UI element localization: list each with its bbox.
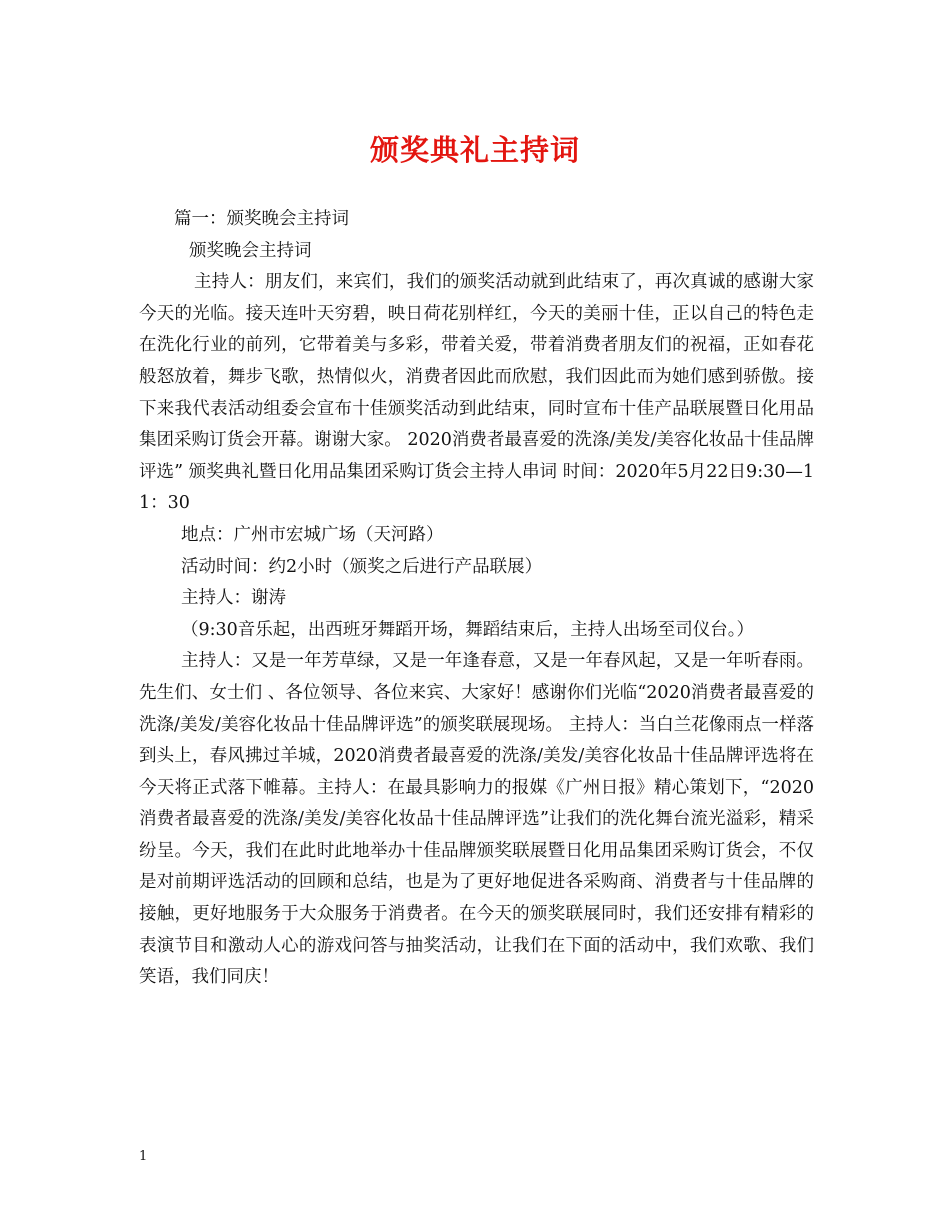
stage-direction: （9:30音乐起，出西班牙舞蹈开场，舞蹈结束后，主持人出场至司仪台。） (181, 619, 755, 640)
section-heading: 篇一：颁奖晚会主持词 (174, 209, 349, 229)
subheading: 颁奖晚会主持词 (189, 240, 312, 261)
location-line: 地点：广州市宏城广场（天河路） (181, 524, 444, 545)
page-number: 1 (139, 1149, 148, 1164)
body-paragraph: 主持人：朋友们，来宾们，我们的颁奖活动就到此结束了，再次真诚的感谢大家今天的光临。接天连叶天穷碧，映日荷花别样红，今天的美丽十佳，正以自己的特色走在洗化行业的前列，它带着美与多彩，带着关爱，带着消费者朋友们的祝福，正如春花般怒放着，舞步飞歌，热情似火，消费者因此而欣慰，我们因此而为她们感到骄傲。接下来我代表活动组委会宣布十佳颁奖活动到此结束，同时宣布十佳产品联展暨日化用品集团采购订货会开幕。谢谢大家。 2020消费者最喜爱的洗涤/美发/美容化妆品十佳品牌评选” 颁奖典礼暨日化用品集团采购订货会主持人串词 时间：2020年5月22日9:30—11：30 (139, 272, 814, 514)
host-line: 主持人：谢涛 (181, 588, 286, 609)
body-paragraph: 主持人：又是一年芳草绿，又是一年逢春意，又是一年春风起，又是一年听春雨。先生们、女士们 、各位领导、各位来宾、大家好！感谢你们光临“2020消费者最喜爱的洗涤/美发/美容化妆品十佳品牌评选”的颁奖联展现场。 主持人：当白兰花像雨点一样落到头上，春风拂过羊城，2020消费者最喜爱的洗涤/美发/美容化妆品十佳品牌评选将在今天将正式落下帷幕。主持人：在最具影响力的报媒《广州日报》精心策划下，“2020消费者最喜爱的洗涤/美发/美容化妆品十佳品牌评选”让我们的洗化舞台流光溢彩，精采纷呈。今天，我们在此时此地举办十佳品牌颁奖联展暨日化用品集团采购订货会，不仅是对前期评选活动的回顾和总结，也是为了更好地促进各采购商、消费者与十佳品牌的接触，更好地服务于大众服务于消费者。在今天的颁奖联展同时，我们还安排有精彩的表演节目和激动人心的游戏问答与抽奖活动，让我们在下面的活动中，我们欢歌、我们笑语，我们同庆！ (139, 651, 814, 988)
document-title: 颁奖典礼主持词 (369, 133, 580, 167)
duration-line: 活动时间：约2小时（颁奖之后进行产品联展） (181, 556, 543, 577)
document-body (139, 204, 814, 994)
